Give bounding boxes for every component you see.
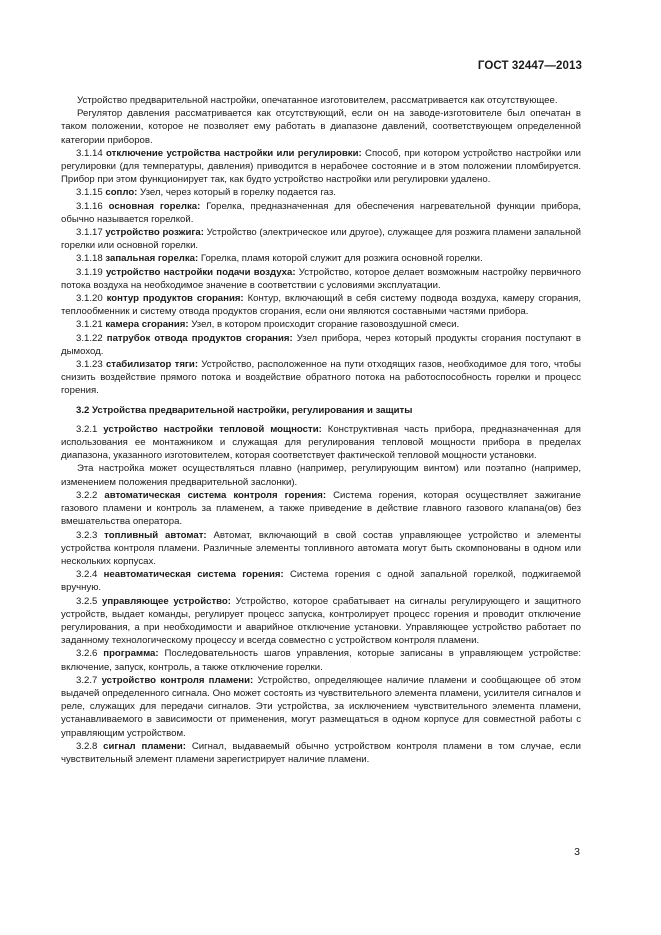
standard-number: ГОСТ 32447—2013 xyxy=(477,60,582,72)
term-text: Устройство, которое срабатывает на сигналы регулирующего и защитного устройств, выдает команды, регулирует процесс запуска, контролирует процесс горения и проводит отключение регулирования, а при необходимости и аварийное отключение установки. Управляющее устройство работает по заданному технологическому процессу и всегда совместно с устройством контроля пламени. xyxy=(61,595,581,647)
term-name: управляющее устройство: xyxy=(101,595,231,607)
term-definition xyxy=(61,332,581,358)
term-name: устройство настройки тепловой мощности: xyxy=(103,423,322,435)
term-name: стабилизатор тяги: xyxy=(105,359,199,371)
term-name: сопло: xyxy=(105,187,138,199)
clause-number: 3.2.7 xyxy=(76,674,98,686)
section-heading: 3.2 Устройства предварительной настройки, регулирования и защиты xyxy=(76,404,413,416)
body-paragraph: Регулятор давления рассматривается как отсутствующий, если он на заводе-изготовителе был опечатан в таком положении, которое не позволяет ему работать в диапазоне давлений, соответствующем определенной категории приборов. xyxy=(61,108,581,146)
clause-number: 3.1.23 xyxy=(76,359,103,371)
term-definition xyxy=(61,318,581,331)
term-name: устройство розжига: xyxy=(105,227,204,239)
clause-number: 3.2.2 xyxy=(76,489,98,501)
clause-number: 3.2.8 xyxy=(76,740,98,752)
clause-number: 3.1.19 xyxy=(76,266,103,278)
term-definition xyxy=(61,423,581,463)
term-definition xyxy=(61,529,581,569)
term-text: Узел, в котором происходит сгорание газовоздушной смеси. xyxy=(191,319,460,331)
body-paragraph: Устройство предварительной настройки, опечатанное изготовителем, рассматривается как отсутствующее. xyxy=(77,95,558,106)
term-text: Автомат, включающий в свой состав управляющее устройство и элементы устройства контроля пламени. Различные элементы топливного автомата могут быть скомпонованы в одном или нескольких корпусах. xyxy=(61,529,581,567)
clause-number: 3.1.15 xyxy=(76,187,103,199)
term-text: Горелка, предназначенная для обеспечения нагревательной функции прибора, обычно называется горелкой. xyxy=(61,200,582,225)
term-text: Устройство (электрическое или другое), служащее для розжига пламени запальной горелки или основной горелки. xyxy=(61,227,581,252)
term-name: запальная горелка: xyxy=(105,253,199,265)
term-definition xyxy=(61,252,581,265)
term-text: Система горения, которая осуществляет зажигание газового пламени и контроль за пламенем, а также приведение в действие главного газового клапана(ов) без вмешательства оператора. xyxy=(61,489,581,528)
term-text: Узел прибора, через который продукты сгорания поступают в дымоход. xyxy=(61,332,582,357)
term-name: контур продуктов сгорания: xyxy=(106,293,244,305)
document-body xyxy=(61,94,581,766)
clause-number: 3.2.1 xyxy=(76,423,98,435)
term-text: Устройство, расположенное на пути отходящих газов, необходимое для того, чтобы снизить воздействие прямого потока и воздействие обратного потока на работоспособность горелки и процесс горения. xyxy=(61,359,581,397)
term-text: Контур, включающий в себя систему подвода воздуха, камеру сгорания, теплообменник и систему отвода продуктов сгорания, если они являются составными частями прибора. xyxy=(61,293,581,318)
term-name: устройство контроля пламени: xyxy=(101,674,254,686)
term-definition xyxy=(61,292,581,318)
term-text: Конструктивная часть прибора, предназначенная для использования ее монтажником и служащая для регулирования тепловой мощности прибора в пределах диапазона, указанного изготовителем, которая соответствует фактической тепловой мощности установки. xyxy=(61,423,581,462)
term-name: патрубок отвода продуктов сгорания: xyxy=(106,332,293,344)
clause-number: 3.1.14 xyxy=(76,147,103,159)
clause-number: 3.1.20 xyxy=(76,293,103,305)
term-definition xyxy=(61,226,581,252)
term-name: основная горелка: xyxy=(108,200,201,212)
body-paragraph: Эта настройка может осуществляться плавно (например, регулирующим винтом) или поэтапно (например, изменением положения предварительной заслонки). xyxy=(61,463,581,488)
term-name: устройство настройки подачи воздуха: xyxy=(105,266,296,278)
term-text: Последовательность шагов управления, которые записаны в управляющем устройстве: включение, запуск, контроль, а также отключение горелки. xyxy=(61,648,581,673)
term-text: Устройство, определяющее наличие пламени и сообщающее об этом выдачей определенного сигнала. Оно может состоять из чувствительного элемента пламени, усилителя сигналов и реле, служащих для передачи сигналов. Эти устройства, за исключением чувствительного элемента пламени, устанавливаемого в зависимости от применения, могут размещаться в одном корпусе для совместной работы с управляющим устройством. xyxy=(61,674,581,739)
term-definition xyxy=(61,647,581,673)
term-definition xyxy=(61,358,581,398)
term-definition xyxy=(61,147,581,187)
term-text: Узел, через который в горелку подается газ. xyxy=(140,187,336,199)
term-name: неавтоматическая система горения: xyxy=(103,569,284,581)
term-text: Способ, при котором устройство настройки или регулировки (для температуры, давления) приводится в нерабочее состояние и в этом положении пломбируется. Прибор при этом функционирует так, как будто устройство настройки или регулировки удалено. xyxy=(61,147,581,186)
term-name: отключение устройства настройки или регулировки: xyxy=(106,147,362,159)
term-name: камера сгорания: xyxy=(105,319,189,331)
term-definition xyxy=(61,674,581,740)
clause-number: 3.1.21 xyxy=(76,319,103,331)
term-name: топливный автомат: xyxy=(104,529,207,541)
term-text: Сигнал, выдаваемый обычно устройством контроля пламени в том случае, если чувствительный элемент пламени зарегистрирует наличие пламени. xyxy=(61,740,581,765)
term-definition xyxy=(61,595,581,648)
clause-number: 3.2.3 xyxy=(76,529,98,541)
clause-number: 3.2.5 xyxy=(76,595,98,607)
clause-number: 3.1.16 xyxy=(76,200,103,212)
clause-number: 3.2.4 xyxy=(76,569,98,581)
term-text: Устройство, которое делает возможным настройку первичного потока воздуха на необходимое значение в соответствии с условиями эксплуатации. xyxy=(61,266,582,291)
clause-number: 3.1.18 xyxy=(76,253,103,265)
clause-number: 3.1.17 xyxy=(76,227,103,239)
clause-number: 3.2.6 xyxy=(76,648,98,660)
term-definition xyxy=(61,568,581,594)
term-definition xyxy=(61,186,581,199)
term-definition xyxy=(61,489,581,529)
clause-number: 3.1.22 xyxy=(76,332,103,344)
term-definition xyxy=(61,740,581,766)
term-definition xyxy=(61,266,581,292)
term-name: автоматическая система контроля горения: xyxy=(104,489,327,501)
term-text: Горелка, пламя которой служит для розжига основной горелки. xyxy=(200,253,483,265)
term-definition xyxy=(61,200,581,226)
term-text: Система горения с одной запальной горелкой, поджигаемой вручную. xyxy=(61,569,581,594)
page-number: 3 xyxy=(574,846,580,858)
term-name: сигнал пламени: xyxy=(103,740,186,752)
term-name: программа: xyxy=(103,648,159,660)
